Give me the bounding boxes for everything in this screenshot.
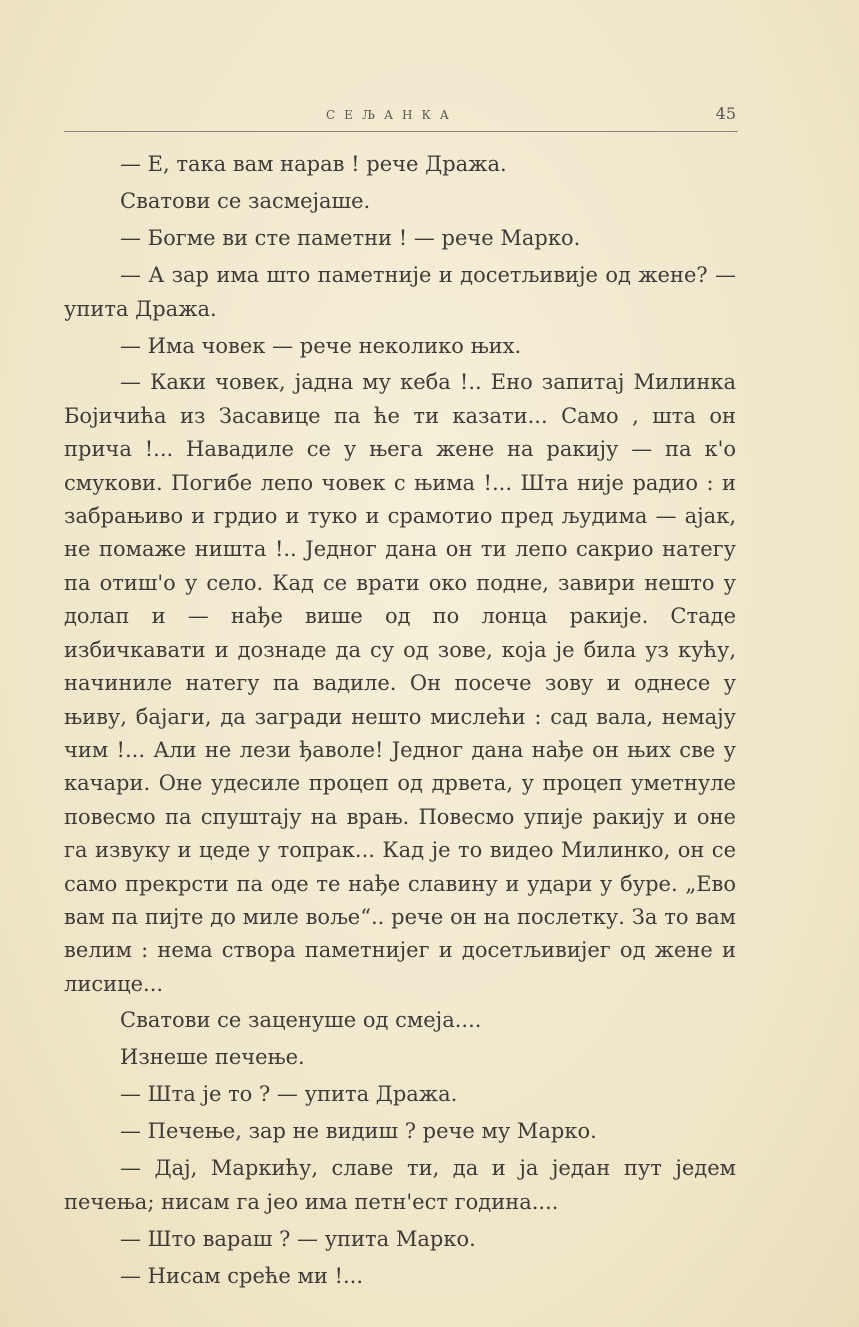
body-text: [64, 148, 736, 1296]
paragraph-3: — Богме ви сте паметни ! — рече Марко.: [120, 225, 581, 250]
paragraph-7: Сватови се заценуше од смеја....: [120, 1008, 482, 1033]
paragraph-5: — Има човек — рече неколико њих.: [120, 333, 522, 358]
paragraph-2: Сватови се засмејаше.: [120, 188, 371, 213]
paragraph-4: — А зар има што паметније и досетљивије од жене? — упита Дража.: [64, 262, 736, 321]
paragraph-10: — Печење, зар не видиш ? рече му Марко.: [120, 1118, 597, 1143]
page-number: 45: [715, 104, 736, 123]
paragraph-6: — Каки човек, јадна му кеба !.. Ено запитај Милинка Бојичића из Засавице па ће ти казати... Само , шта он прича !... Навадиле се у њега жене на ракију — па к'о смукови. Погибе лепо човек с њима !... Шта није радио : и забрањиво и грдио и туко и срамотио пред људима — ајак, не помаже ништа !.. Једног дана он ти лепо сакрио натегу па отиш'о у село. Кад се врати око подне, завири нешто у долап и — нађе више од по лонца ракије. Стаде избичкавати и дознаде да су од зове, која је била уз кућу, начиниле натегу па вадиле. Он посече зову и однесе у њиву, бајаги, да загради нешто мислећи : сад вала, немају чим !... Али не лези ђаволе! Једног дана нађе он њих све у качари. Оне удесиле процеп од дрвета, у процеп уметнуле повесмо па спуштају на врањ. Повесмо упије ракију и оне га извуку и цеде у топрак... Кад је то видео Милинко, он се само прекрсти па оде те нађе славину и удари у буре. „Ево вам па пијте до миле воље“.. рече он на послетку. За то вам велим : нема створа паметнијег и досетљивијег од жене и лисице...: [64, 370, 736, 996]
running-head: СЕЉАНКА: [326, 108, 458, 122]
paragraph-9: — Шта је то ? — упита Дража.: [120, 1081, 458, 1106]
paragraph-12: — Што вараш ? — упита Марко.: [120, 1226, 476, 1251]
paragraph-11: — Дај, Маркићу, славе ти, да и ја један пут једем печења; нисам га јео има петн'ест година....: [64, 1155, 736, 1214]
paragraph-8: Изнеше печење.: [120, 1045, 305, 1070]
paragraph-13: — Нисам среће ми !...: [120, 1263, 364, 1288]
header-rule: [64, 131, 738, 132]
paragraph-1: — Е, така вам нарав ! рече Дража.: [120, 152, 507, 176]
page-header: [64, 104, 738, 130]
